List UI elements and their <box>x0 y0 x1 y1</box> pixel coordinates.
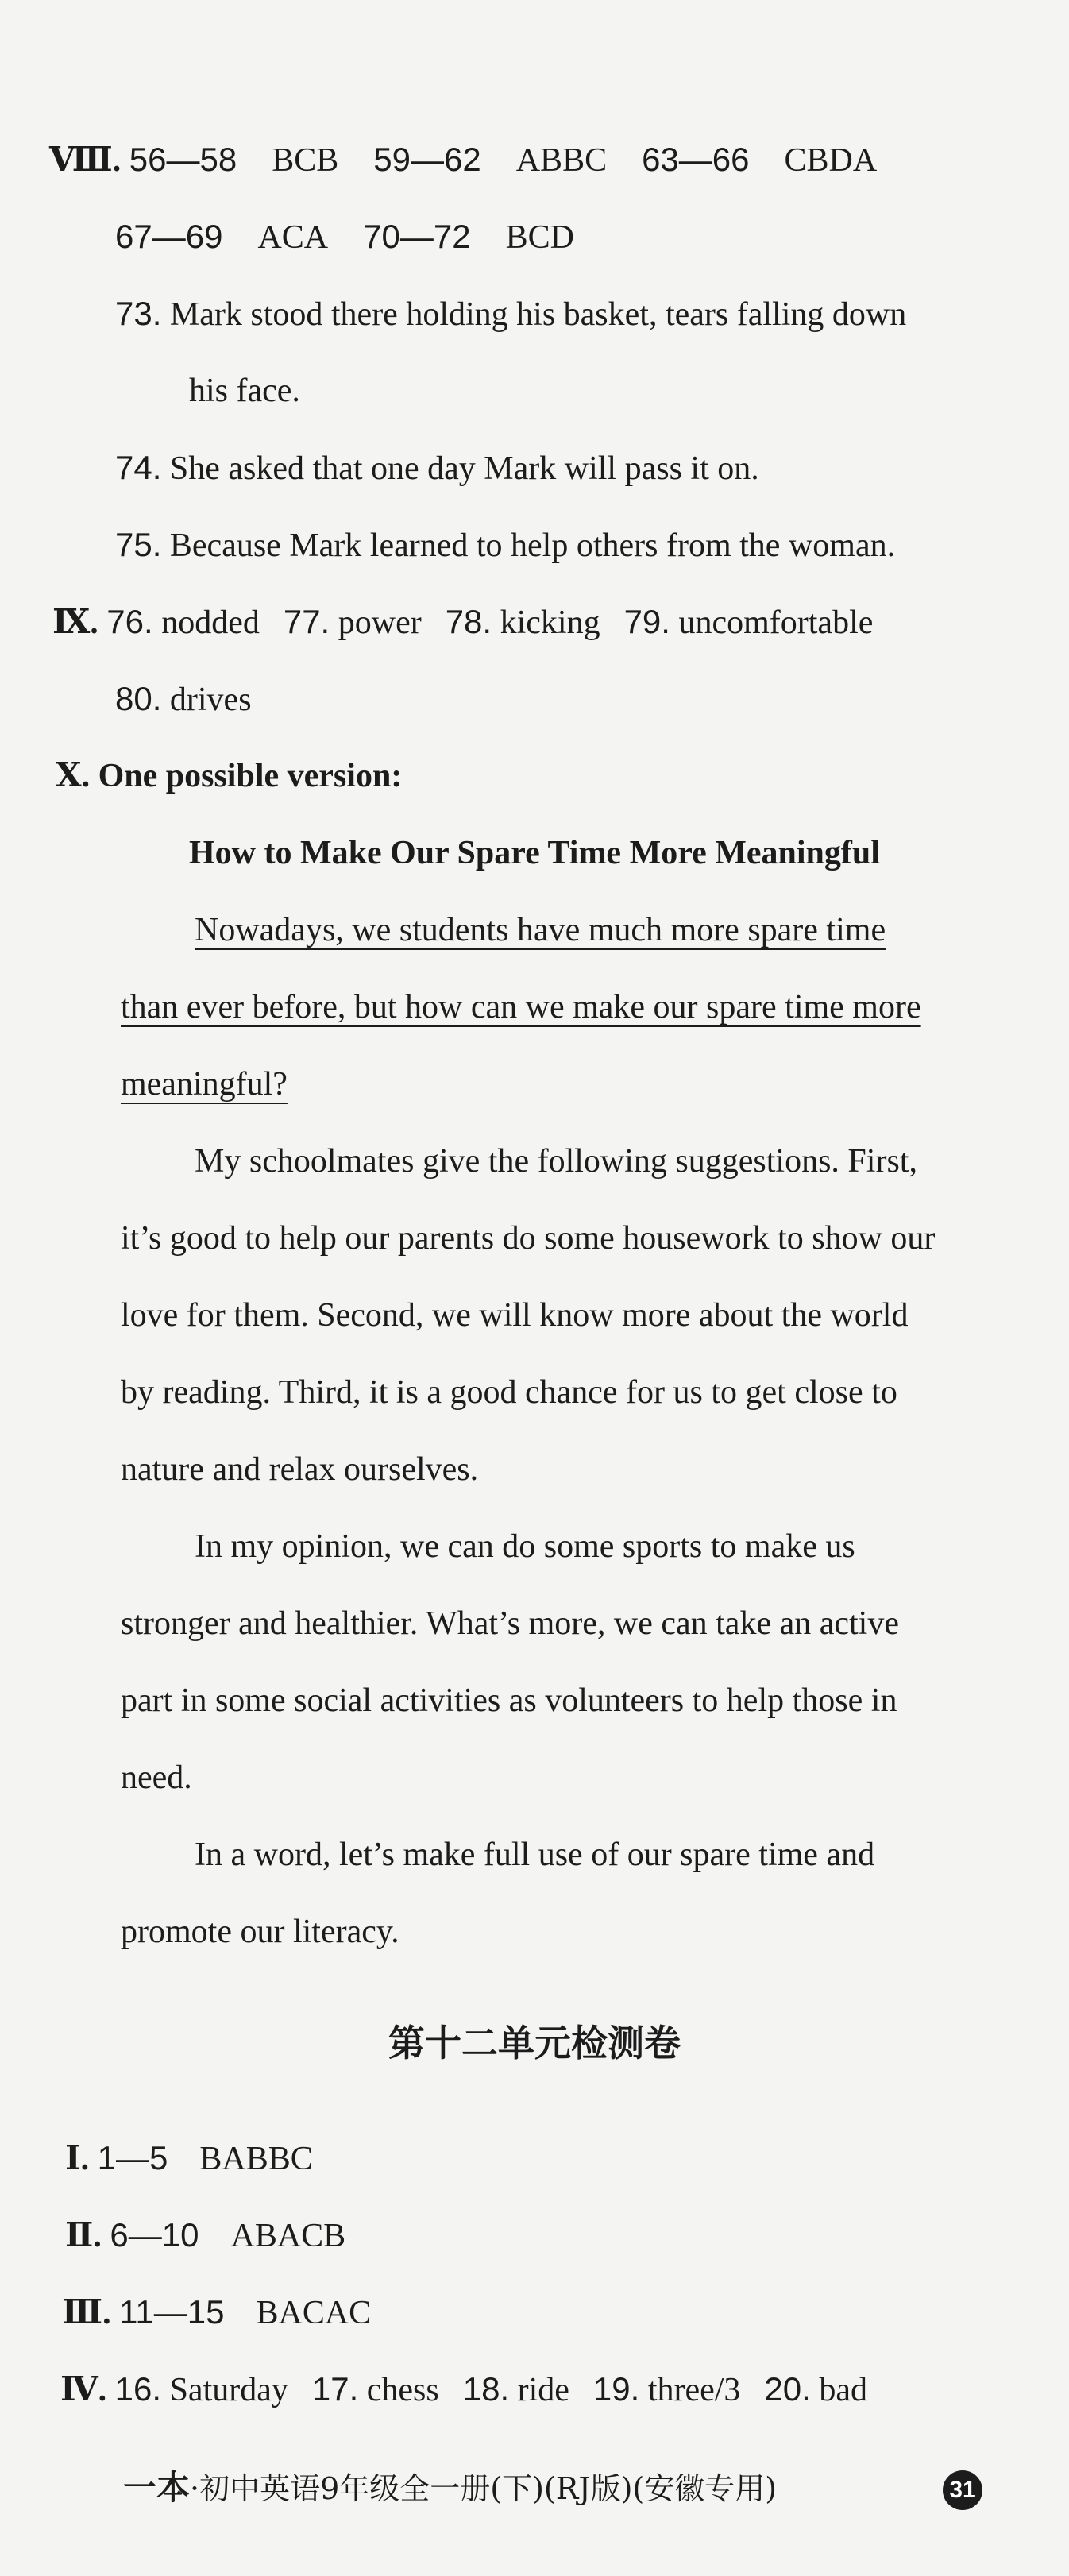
section-9-row-2: 80. drives <box>115 680 252 718</box>
essay-title: How to Make Our Spare Time More Meaningful <box>189 835 880 871</box>
essay-p4-line-2: promote our literacy. <box>121 1914 399 1950</box>
essay-p2-line-1: My schoolmates give the following suggestions. First, <box>195 1143 917 1180</box>
section-8-label: Ⅷ. <box>49 142 122 179</box>
essay-p2-line-2: it’s good to help our parents do some housework to show our <box>121 1220 936 1257</box>
page-footer <box>123 2466 777 2511</box>
essay-p3-line-4: need. <box>121 1759 192 1796</box>
section-10-intro: Ⅹ. One possible version: <box>56 758 403 794</box>
essay-p1-line-2: than ever before, but how can we make our spare time more <box>121 989 921 1025</box>
section-10-label: Ⅹ. <box>56 758 91 794</box>
essay-p4-line-1: In a word, let’s make full use of our spare time and <box>195 1836 875 1873</box>
essay-p1-line-1: Nowadays, we students have much more spare time <box>195 912 886 948</box>
essay-p2-line-5: nature and relax ourselves. <box>121 1451 479 1488</box>
essay-p3-line-2: stronger and healthier. What’s more, we can take an active <box>121 1605 899 1642</box>
essay-p2-line-4: by reading. Third, it is a good chance for us to get close to <box>121 1374 897 1411</box>
unit12-section-1: Ⅰ. 1—5 BABBC <box>65 2139 313 2177</box>
q73: 73. Mark stood there holding his basket, tears falling down <box>115 295 907 333</box>
section-9-row-1: Ⅸ. 76. nodded 77. power 78. kicking 79. uncomfortable <box>52 603 874 641</box>
section-8-row-2: 67—69 ACA 70—72 BCD <box>115 218 574 256</box>
q74: 74. She asked that one day Mark will pass it on. <box>115 449 759 487</box>
section-8-row-1: Ⅷ. 56—58 BCB 59—62 ABBC 63—66 CBDA <box>49 141 878 179</box>
section-9-label: Ⅸ. <box>52 604 98 641</box>
unit12-section-3: Ⅲ. 11—15 BACAC <box>62 2293 372 2331</box>
essay-p3-line-3: part in some social activities as volunteers to help those in <box>121 1682 897 1719</box>
unit12-section-4: Ⅳ. 16. Saturday 17. chess 18. ride 19. three/3 20. bad <box>60 2370 867 2408</box>
essay-p1-line-3: meaningful? <box>121 1066 288 1103</box>
unit12-section-2: Ⅱ. 6—10 ABACB <box>65 2216 346 2254</box>
q73-cont: his face. <box>189 373 300 409</box>
page-number: 31 <box>943 2470 982 2510</box>
book-title: ·初中英语9年级全一册(下)(RJ版)(安徽专用) <box>190 2471 778 2506</box>
essay-p3-line-1: In my opinion, we can do some sports to make us <box>195 1528 855 1565</box>
q75: 75. Because Mark learned to help others from the woman. <box>115 526 896 564</box>
book-logo: 一本 <box>123 2468 191 2507</box>
unit-12-title: 第十二单元检测卷 <box>388 2022 681 2064</box>
essay-p2-line-3: love for them. Second, we will know more about the world <box>121 1297 909 1334</box>
